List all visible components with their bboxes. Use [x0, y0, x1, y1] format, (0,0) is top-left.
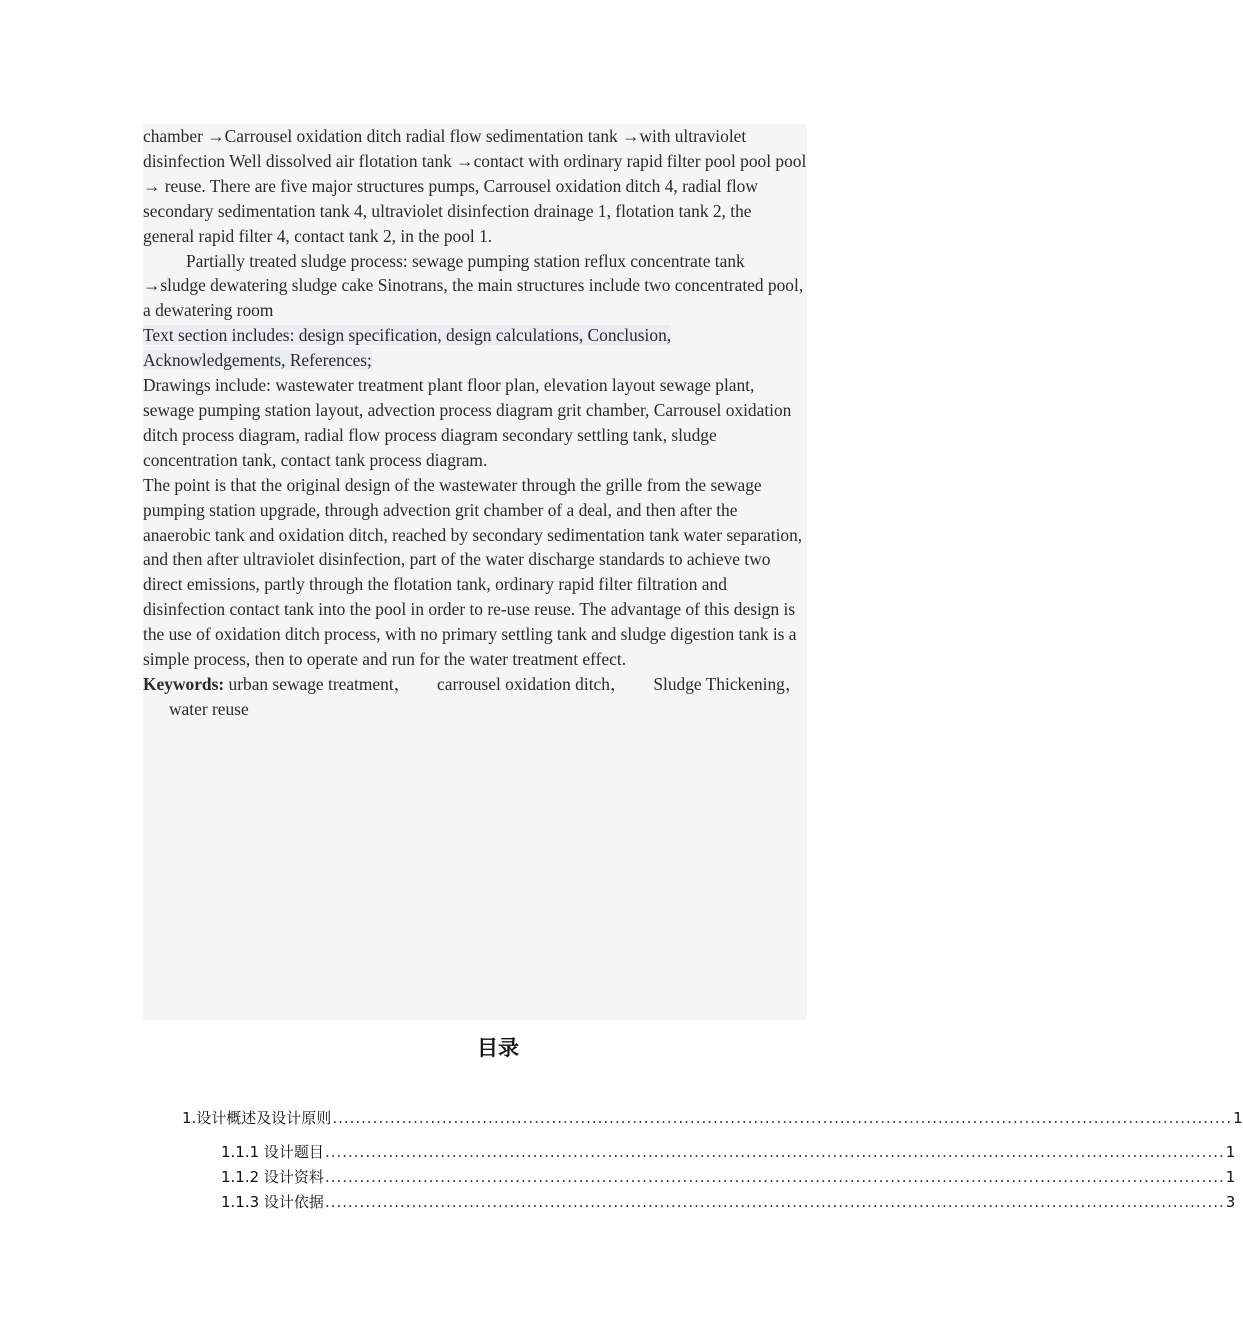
keywords-label: Keywords: [143, 673, 225, 694]
paragraph-text-section [143, 323, 807, 373]
toc-entry-page: 1 [1225, 1168, 1236, 1186]
keyword: water reuse [169, 698, 249, 719]
paragraph-process: chamber →Carrousel oxidation ditch radial flow sedimentation tank →with ultraviolet disinfection Well dissolved air flotation tank →contact with ordinary rapid filter pool pool pool → reuse. There are five major structures pumps, Carrousel oxidation ditch 4, radial flow secondary sedimentation tank 4, ultraviolet disinfection drainage 1, flotation tank 2, the general rapid filter 4, contact tank 2, in the pool 1. [143, 126, 807, 246]
paragraph-point: The point is that the original design of the wastewater through the grille from the sewage pumping station upgrade, through advection grit chamber of a deal, and then after the anaerobic tank and oxidation ditch, reached by secondary sedimentation tank water separation, and then after ultraviolet disinfection, part of the water discharge standards to achieve two direct emissions, partly through the flotation tank, ordinary rapid filter filtration and disinfection contact tank into the pool in order to re-use reuse. The advantage of this design is the use of oxidation ditch process, with no primary settling tank and sludge digestion tank is a simple process, then to operate and run for the water treatment effect. [143, 474, 803, 670]
toc-leader-dots: ............................................................................................................................................................ [324, 1193, 1225, 1211]
toc-entry[interactable] [182, 1107, 1243, 1129]
toc-entry-label: 1.1.1 设计题目 [221, 1143, 324, 1161]
toc-entry-label: 1.1.3 设计依据 [221, 1193, 324, 1211]
toc-entry[interactable] [221, 1191, 1236, 1213]
toc-entry-page: 1 [1225, 1143, 1236, 1161]
toc-entry-label: 1.1.2 设计资料 [221, 1168, 324, 1186]
toc-leader-dots: ............................................................................................................................................................ [332, 1109, 1233, 1127]
keyword: Sludge Thickening， [653, 673, 803, 694]
toc-entry-label: 1.设计概述及设计原则 [182, 1109, 332, 1127]
toc-leader-dots: ............................................................................................................................................................ [324, 1168, 1225, 1186]
toc-leader-dots: ............................................................................................................................................................ [324, 1143, 1225, 1161]
paragraph-sludge: Partially treated sludge process: sewage pumping station reflux concentrate tank →sludge dewatering sludge cake Sinotrans, the main structures include two concentrated pool, a dewatering room [143, 250, 804, 321]
text-section-highlight: Text section includes: design specification, design calculations, Conclusion, Acknowledgements, References; [143, 325, 672, 371]
keyword: carrousel oxidation ditch， [437, 673, 628, 694]
toc-entry[interactable] [221, 1141, 1236, 1163]
keyword: urban sewage treatment， [228, 673, 412, 694]
keywords-line [143, 672, 807, 722]
toc-entry-page: 1 [1233, 1109, 1243, 1127]
abstract-text [143, 124, 807, 722]
paragraph-drawings: Drawings include: wastewater treatment plant floor plan, elevation layout sewage plant, sewage pumping station layout, advection process diagram grit chamber, Carrousel oxidation ditch process diagram, radial flow process diagram secondary settling tank, sludge concentration tank, contact tank process diagram. [143, 375, 792, 470]
toc-title: 目录 [477, 1036, 519, 1060]
toc-entry[interactable] [221, 1166, 1236, 1188]
toc-entry-page: 3 [1225, 1193, 1236, 1211]
